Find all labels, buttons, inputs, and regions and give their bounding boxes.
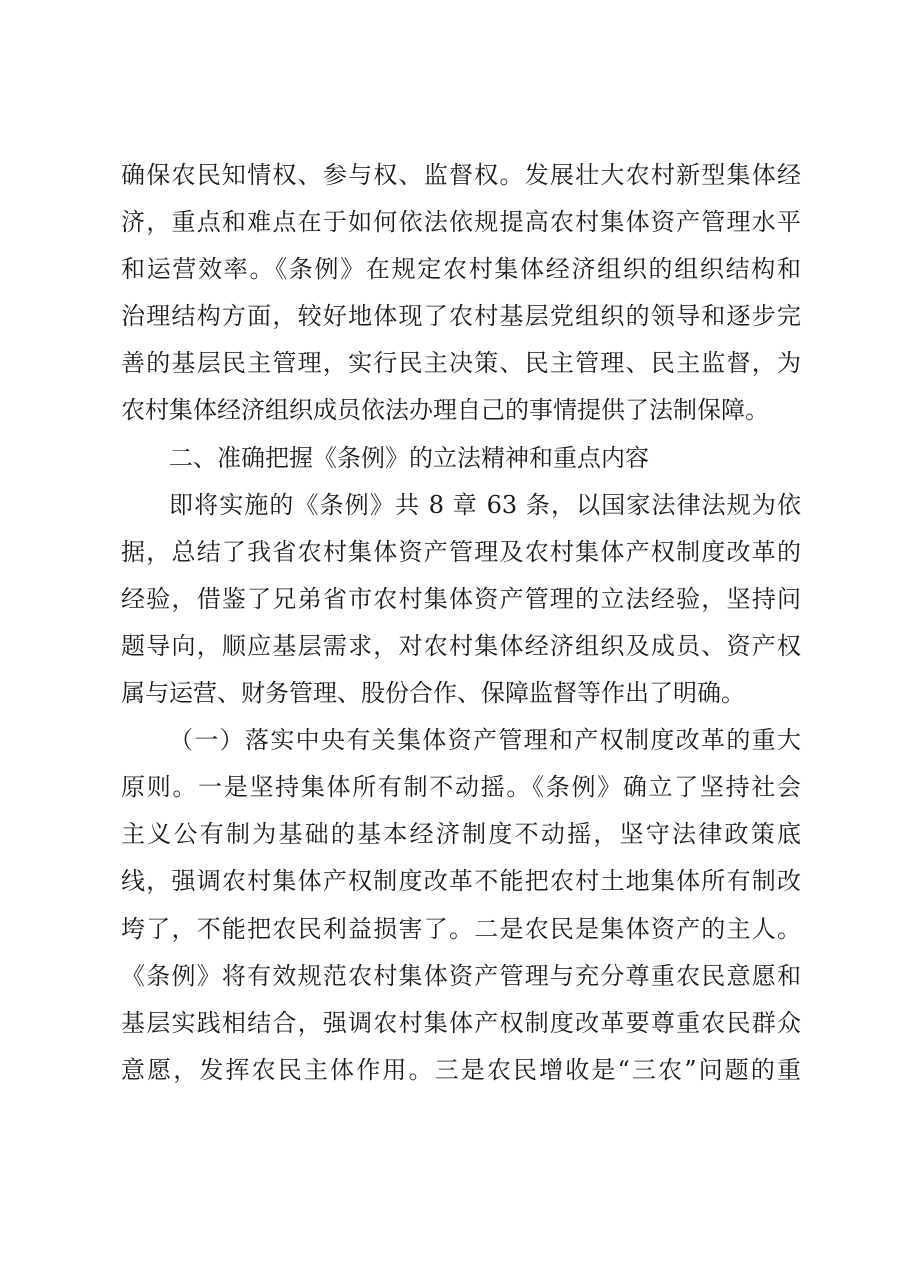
text-line: 线，强调农村集体产权制度改革不能把农村土地集体所有制改 [121, 867, 801, 896]
document-body [121, 152, 801, 1094]
text-line: 属与运营、财务管理、股份合作、保障监督等作出了明确。 [121, 679, 745, 708]
text-line: 主义公有制为基础的基本经济制度不动摇，坚守法律政策底 [121, 820, 801, 849]
text-line: 题导向，顺应基层需求，对农村集体经济组织及成员、资产权 [121, 631, 801, 660]
text-line: 治理结构方面，较好地体现了农村基层党组织的领导和逐步完 [121, 302, 801, 331]
text-line: 济，重点和难点在于如何依法依规提高农村集体资产管理水平 [121, 208, 801, 237]
subsection-line: （一）落实中央有关集体资产管理和产权制度改革的重大 [169, 726, 801, 755]
text-line: 垮了，不能把农民利益损害了。二是农民是集体资产的主人。 [121, 914, 801, 943]
text-line: 经验，借鉴了兄弟省市农村集体资产管理的立法经验，坚持问 [121, 584, 801, 613]
section-heading: 二、准确把握《条例》的立法精神和重点内容 [169, 443, 649, 472]
text-line: 意愿，发挥农民主体作用。三是农民增收是“三农”问题的重 [121, 1055, 801, 1084]
text-line: 农村集体经济组织成员依法办理自己的事情提供了法制保障。 [121, 396, 769, 425]
text-line: 和运营效率。《条例》在规定农村集体经济组织的组织结构和 [121, 255, 801, 284]
text-line: 善的基层民主管理，实行民主决策、民主管理、民主监督，为 [121, 349, 801, 378]
text-line: 原则。一是坚持集体所有制不动摇。《条例》确立了坚持社会 [121, 773, 801, 802]
text-line: 确保农民知情权、参与权、监督权。发展壮大农村新型集体经 [121, 161, 801, 189]
text-line: 即将实施的《条例》共 8 章 63 条，以国家法律法规为依 [169, 490, 801, 519]
text-line: 《条例》将有效规范农村集体资产管理与充分尊重农民意愿和 [121, 961, 801, 990]
text-line: 基层实践相结合，强调农村集体产权制度改革要尊重农民群众 [121, 1008, 801, 1037]
text-line: 据，总结了我省农村集体资产管理及农村集体产权制度改革的 [121, 537, 801, 566]
